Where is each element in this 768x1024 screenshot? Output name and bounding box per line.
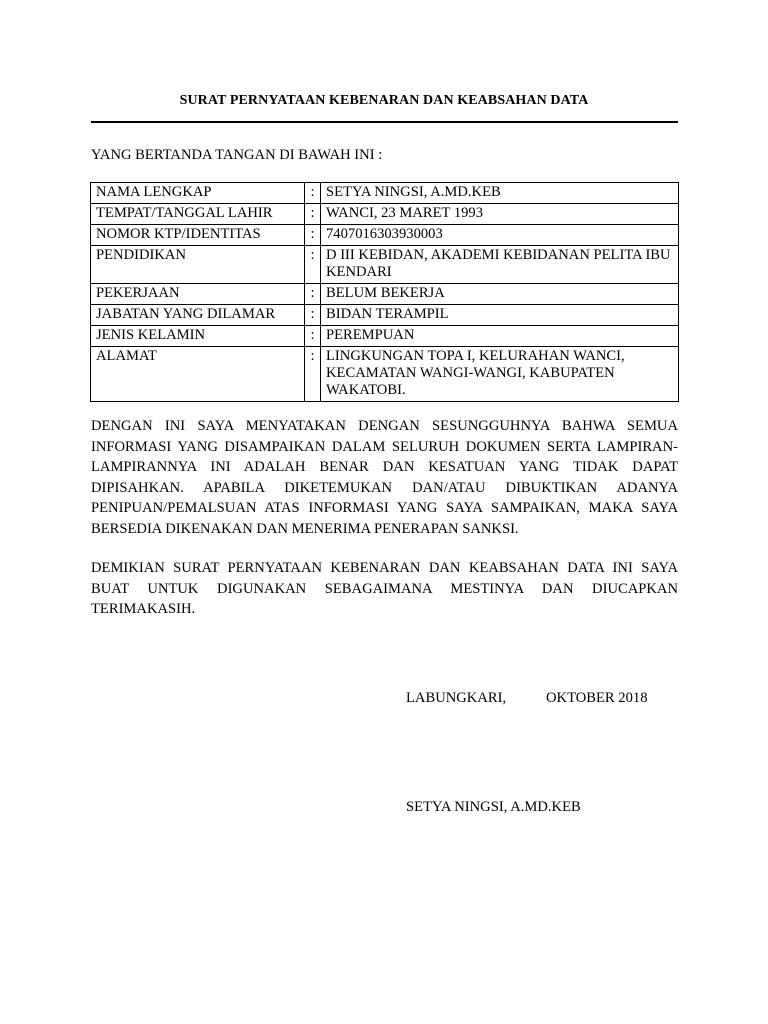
row-separator: : (305, 246, 321, 284)
row-separator: : (305, 183, 321, 204)
table-row-pendidikan (91, 246, 679, 284)
table-row-nama (91, 183, 679, 204)
row-separator: : (305, 347, 321, 402)
row-separator: : (305, 305, 321, 326)
row-separator: : (305, 326, 321, 347)
row-label: NOMOR KTP/IDENTITAS (91, 225, 305, 246)
row-label: PEKERJAAN (91, 284, 305, 305)
statement-paragraph: DENGAN INI SAYA MENYATAKAN DENGAN SESUNGGUHNYA BAHWA SEMUA INFORMASI YANG DISAMPAIKAN DALAM SELURUH DOKUMEN SERTA LAMPIRAN-LAMPIRANNYA INI ADALAH BENAR DAN KESATUAN YANG TIDAK DAPAT DIPISAHKAN. APABILA DIKETEMUKAN DAN/ATAU DIBUKTIKAN ADANYA PENIPUAN/PEMALSUAN ATAS INFORMASI YANG SAYA SAMPAIKAN, MAKA SAYA BERSEDIA DIKENAKAN DAN MENERIMA PENERAPAN SANKSI. (91, 418, 678, 537)
table-row-jabatan (91, 305, 679, 326)
row-label: ALAMAT (91, 347, 305, 402)
signer-name: SETYA NINGSI, A.MD.KEB (406, 799, 581, 815)
signing-place: LABUNGKARI, (406, 690, 507, 706)
table-row-pekerjaan (91, 284, 679, 305)
table-row-ktp (91, 225, 679, 246)
row-label: TEMPAT/TANGGAL LAHIR (91, 204, 305, 225)
row-label: JABATAN YANG DILAMAR (91, 305, 305, 326)
row-value: SETYA NINGSI, A.MD.KEB (321, 183, 679, 204)
table-row-kelamin (91, 326, 679, 347)
row-value: PEREMPUAN (321, 326, 679, 347)
row-value: BIDAN TERAMPIL (321, 305, 679, 326)
row-separator: : (305, 284, 321, 305)
row-value: BELUM BEKERJA (321, 284, 679, 305)
table-row-alamat (91, 347, 679, 402)
row-separator: : (305, 225, 321, 246)
row-label: PENDIDIKAN (91, 246, 305, 284)
title-underline (91, 121, 678, 123)
document-title: SURAT PERNYATAAN KEBENARAN DAN KEABSAHAN DATA (179, 93, 589, 108)
row-label: NAMA LENGKAP (91, 183, 305, 204)
row-separator: : (305, 204, 321, 225)
intro-text: YANG BERTANDA TANGAN DI BAWAH INI : (91, 147, 383, 163)
closing-paragraph: DEMIKIAN SURAT PERNYATAAN KEBENARAN DAN KEABSAHAN DATA INI SAYA BUAT UNTUK DIGUNAKAN SEBAGAIMANA MESTINYA DAN DIUCAPKAN TERIMAKASIH. (91, 560, 678, 617)
identity-table (90, 182, 679, 402)
table-row-ttl (91, 204, 679, 225)
row-value: LINGKUNGAN TOPA I, KELURAHAN WANCI, KECAMATAN WANGI-WANGI, KABUPATEN WAKATOBI. (321, 347, 679, 402)
signing-date: OKTOBER 2018 (546, 690, 648, 706)
row-value: WANCI, 23 MARET 1993 (321, 204, 679, 225)
row-label: JENIS KELAMIN (91, 326, 305, 347)
row-value: D III KEBIDAN, AKADEMI KEBIDANAN PELITA IBU KENDARI (321, 246, 679, 284)
row-value: 7407016303930003 (321, 225, 679, 246)
